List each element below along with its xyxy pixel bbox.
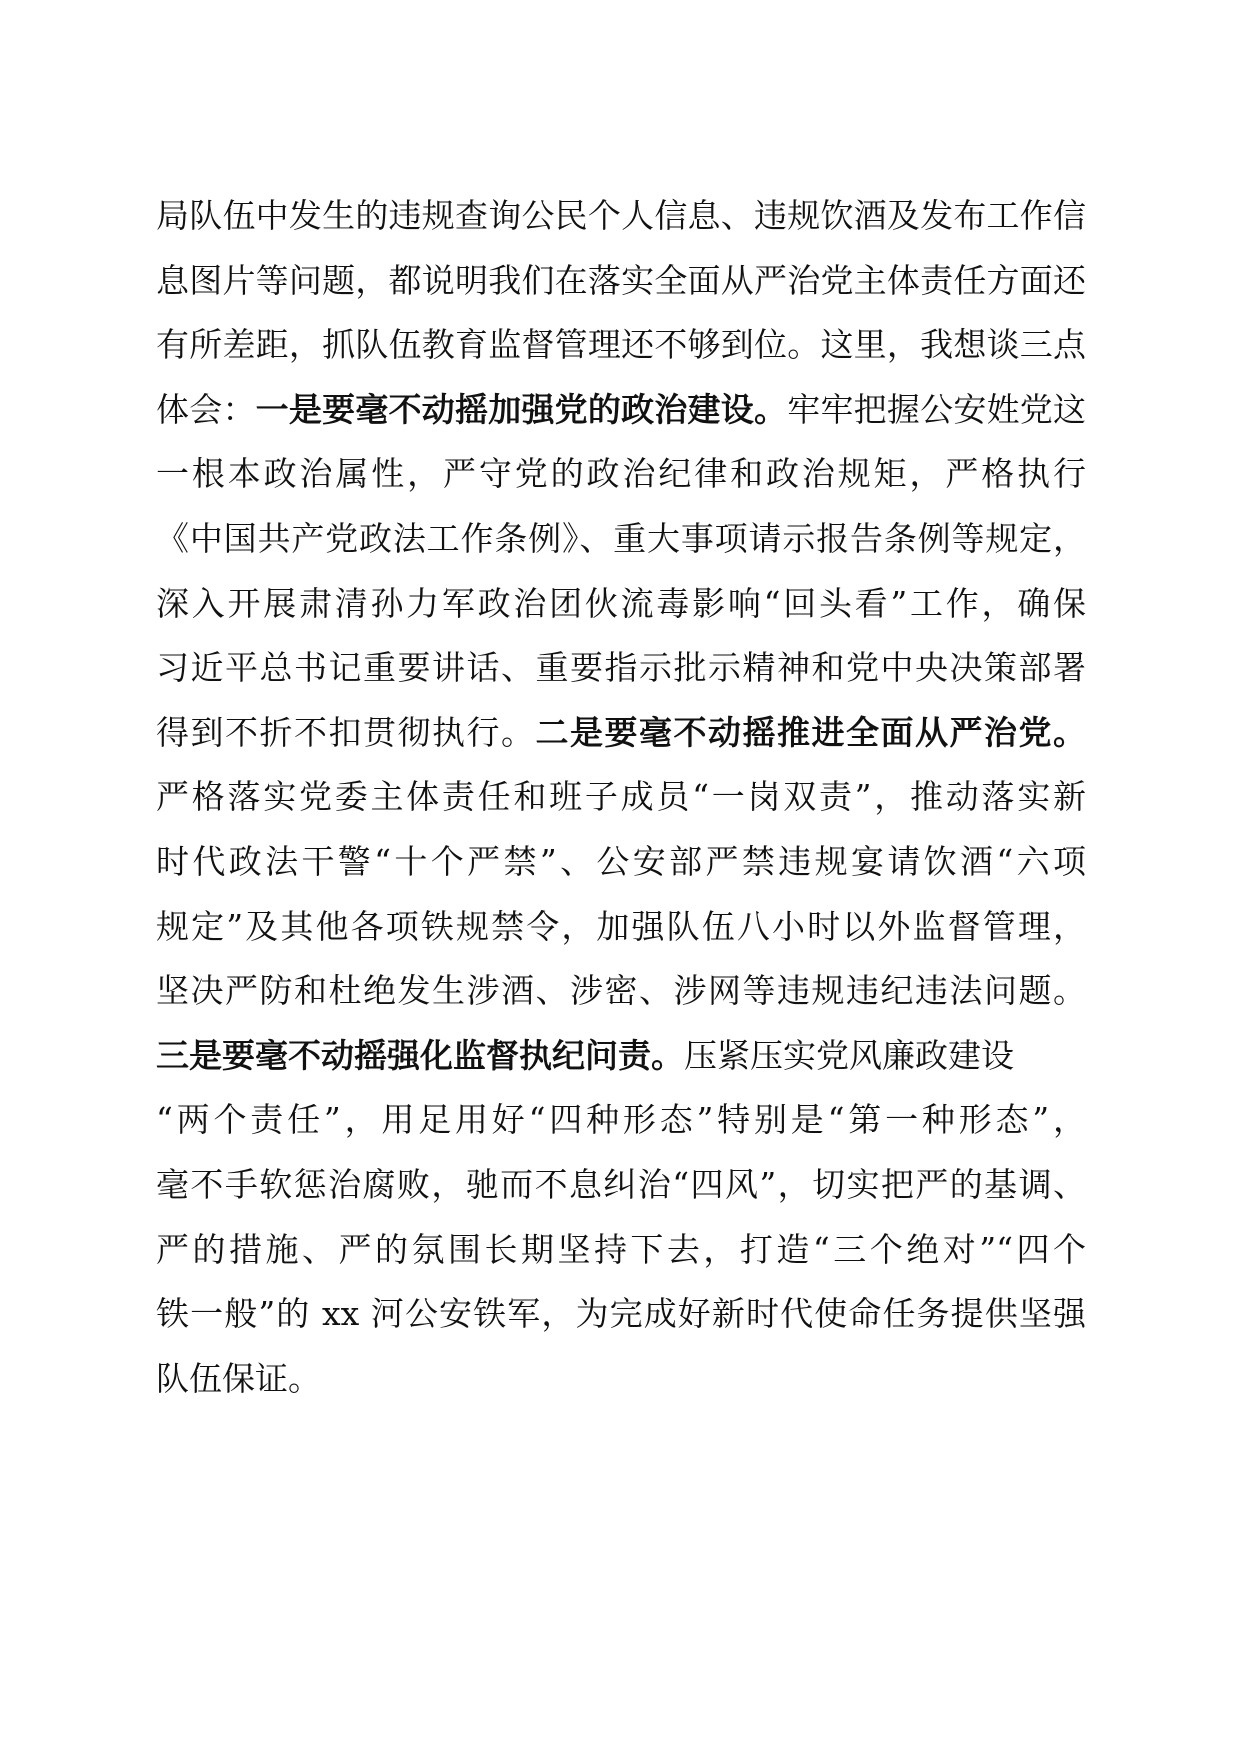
text-line	[156, 1282, 1086, 1347]
text-run: 《中国共产党政法工作条例》、重大事项请示报告条例等规定，	[156, 518, 1086, 558]
text-line	[156, 507, 1086, 572]
text-line	[156, 636, 1086, 701]
text-run: 队伍保证。	[156, 1358, 321, 1398]
text-run: 体会：	[156, 389, 256, 429]
text-run: 严的措施、严的氛围长期坚持下去，打造“三个绝对”“四个	[156, 1229, 1086, 1269]
bold-heading-run: 二是要毫不动摇推进全面从严治党。	[535, 712, 1086, 752]
text-line	[156, 1024, 1086, 1089]
text-run: 压紧压实党风廉政建设	[684, 1035, 1014, 1075]
text-run: 习近平总书记重要讲话、重要指示批示精神和党中央决策部署	[156, 648, 1086, 688]
text-run: 毫不手软惩治腐败，驰而不息纠治“四风”，切实把严的基调、	[156, 1164, 1086, 1204]
text-run: 时代政法干警“十个严禁”、公安部严禁违规宴请饮酒“六项	[156, 841, 1086, 881]
text-run: 局队伍中发生的违规查询公民个人信息、违规饮酒及发布工作信	[156, 196, 1086, 235]
text-run: 牢牢把握公安姓党这	[787, 389, 1086, 429]
text-line	[156, 1153, 1086, 1218]
text-run: “两个责任”，用足用好“四种形态”特别是“第一种形态”，	[156, 1100, 1086, 1140]
text-line	[156, 1218, 1086, 1283]
text-line	[156, 572, 1086, 637]
body-paragraph	[156, 184, 1086, 1411]
text-run: 得到不折不扣贯彻执行。	[156, 712, 536, 752]
text-line	[156, 1088, 1086, 1153]
text-line	[156, 184, 1086, 249]
text-line	[156, 313, 1086, 378]
text-line	[156, 830, 1086, 895]
text-run: 有所差距，抓队伍教育监督管理还不够到位。这里，我想谈三点	[156, 325, 1086, 365]
text-line	[156, 959, 1086, 1024]
bold-heading-run: 三是要毫不动摇强化监督执纪问责。	[156, 1035, 684, 1075]
text-run: 一根本政治属性，严守党的政治纪律和政治规矩，严格执行	[156, 454, 1086, 494]
text-run: 严格落实党委主体责任和班子成员“一岗双责”，推动落实新	[156, 777, 1086, 817]
text-line	[156, 378, 1086, 443]
text-line	[156, 249, 1086, 314]
text-run: 深入开展肃清孙力军政治团伙流毒影响“回头看”工作，确保	[156, 583, 1086, 623]
bold-heading-run: 一是要毫不动摇加强党的政治建设。	[255, 389, 788, 429]
text-run: 铁一般”的 xx 河公安铁军，为完成好新时代使命任务提供坚强	[156, 1294, 1086, 1334]
text-run: 规定”及其他各项铁规禁令，加强队伍八小时以外监督管理，	[156, 906, 1086, 946]
text-line	[156, 442, 1086, 507]
text-run: 坚决严防和杜绝发生涉酒、涉密、涉网等违规违纪违法问题。	[156, 971, 1086, 1011]
text-run: 息图片等问题，都说明我们在落实全面从严治党主体责任方面还	[156, 260, 1086, 300]
text-line	[156, 895, 1086, 960]
text-line	[156, 1347, 1086, 1412]
text-line	[156, 701, 1086, 766]
text-line	[156, 765, 1086, 830]
